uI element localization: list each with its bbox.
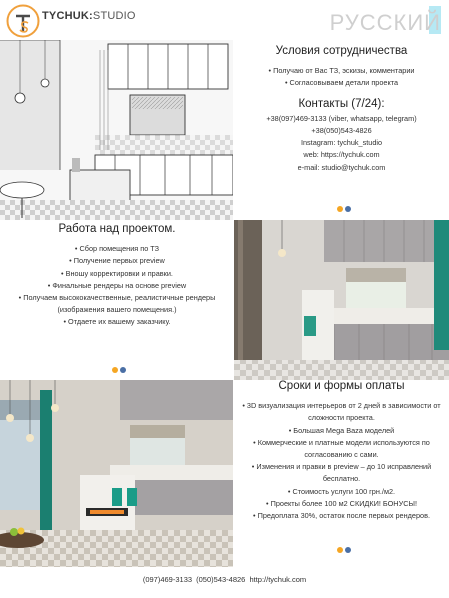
brand-studio: STUDIO — [92, 10, 136, 22]
kitchen-sketch-image — [0, 40, 233, 220]
pagination-dots — [337, 547, 351, 553]
work-item: • Финальные рендеры на основе preview — [47, 280, 187, 290]
cooperation-item: • Получаю от Вас ТЗ, эскизы, комментарии — [268, 66, 415, 76]
contact-phone-primary[interactable]: +38(097)469-3133 (viber, whatsapp, telegram) — [266, 113, 417, 123]
work-title: Работа над проектом. — [58, 223, 176, 235]
work-panel — [4, 223, 230, 329]
payment-item: • Проекты более 100 м2 СКИДКИ! БОНУСЫ! — [266, 498, 417, 508]
language-label[interactable]: РУССКИЙ — [329, 10, 441, 35]
work-item: • Сбор помещения по ТЗ — [74, 244, 160, 254]
contact-email[interactable]: e-mail: studio@tychuk.com — [297, 162, 386, 172]
work-item: • Получение первых preview — [69, 256, 165, 266]
cooperation-panel — [236, 45, 447, 174]
pagination-dot — [337, 206, 343, 212]
pagination-dot — [337, 547, 343, 553]
payment-item: • 3D визуализация интерьеров от 2 дней в зависимости от сложности проекта. — [242, 401, 441, 423]
payment-title: Сроки и формы оплаты — [278, 380, 405, 392]
payment-item: • Предоплата 30%, остаток после первых рендеров. — [253, 511, 430, 521]
page-header — [0, 0, 449, 40]
contacts-title: Контакты (7/24): — [298, 97, 385, 110]
kitchen-render-image — [234, 220, 449, 380]
payment-item: • Большая Mega Baza моделей — [288, 425, 395, 435]
brand-main: TYCHUK — [42, 10, 90, 22]
work-item: • Получаем высококачественные, реалистичные рендеры (изображения вашего помещения.) — [18, 293, 216, 315]
tychuk-logo-icon — [6, 4, 40, 38]
cooperation-item: • Согласовываем детали проекта — [284, 78, 399, 88]
footer-phone-secondary[interactable]: (050)543-4826 — [196, 575, 246, 584]
pagination-dot — [120, 367, 126, 373]
living-render-image — [0, 380, 233, 567]
contact-website[interactable]: web: https://tychuk.com — [303, 150, 380, 160]
pagination-dot — [112, 367, 118, 373]
pagination-dots — [337, 206, 351, 212]
work-item: • Вношу корректировки и правки. — [61, 268, 173, 278]
payment-item: • Изменения и правки в preview – до 10 исправлений бесплатно. — [251, 462, 432, 484]
page-footer — [0, 575, 449, 584]
contact-instagram[interactable]: Instagram: tychuk_studio — [300, 138, 383, 148]
contact-phone-secondary[interactable]: +38(050)543-4826 — [311, 126, 372, 136]
payment-item: • Коммерческие и платные модели используются по согласованию с сами. — [253, 437, 430, 460]
footer-phone-primary[interactable]: (097)469-3133 — [142, 575, 193, 584]
payment-item: • Стоимость услуги 100 грн./м2. — [287, 486, 396, 496]
cooperation-title: Условия сотрудничества — [275, 45, 408, 57]
brand-separator: : — [89, 10, 93, 22]
brand-name — [42, 10, 136, 22]
work-item: • Отдаете их вашему заказчику. — [63, 317, 171, 327]
payment-panel — [236, 380, 447, 522]
pagination-dot — [345, 206, 351, 212]
footer-website-link[interactable]: http://tychuk.com — [249, 575, 307, 584]
pagination-dots — [112, 367, 126, 373]
pagination-dot — [345, 547, 351, 553]
